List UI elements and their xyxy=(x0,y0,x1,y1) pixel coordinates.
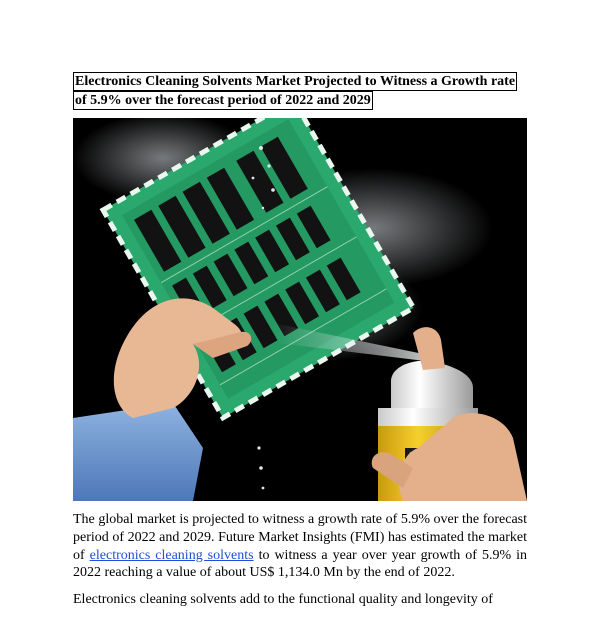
title-line-2: of 5.9% over the forecast period of 2022 and 2029 xyxy=(75,93,371,108)
hero-photo xyxy=(73,118,527,501)
paragraph-2: Electronics cleaning solvents add to the functional quality and longevity of xyxy=(73,592,493,608)
paragraph-1-text-a: The global market is projected to witness a growth rate of 5.9% over the forecast period of 2022 and 2029. Future Market Insights (FMI) has estimated the market of xyxy=(73,512,527,563)
pcb-spray-illustration xyxy=(73,118,527,501)
paragraph-1-text-b: to witness a year over year growth of 5.9% in 2022 reaching a value of about US$ 1,134.0 Mn by the end of 2022. xyxy=(73,547,527,581)
electronics-cleaning-solvents-link[interactable]: electronics cleaning solvents xyxy=(89,547,254,563)
title-line-1: Electronics Cleaning Solvents Market Projected to Witness a Growth rate xyxy=(75,74,516,89)
paragraph-1 xyxy=(73,511,527,582)
article-body xyxy=(73,511,527,618)
document-title xyxy=(73,72,526,110)
